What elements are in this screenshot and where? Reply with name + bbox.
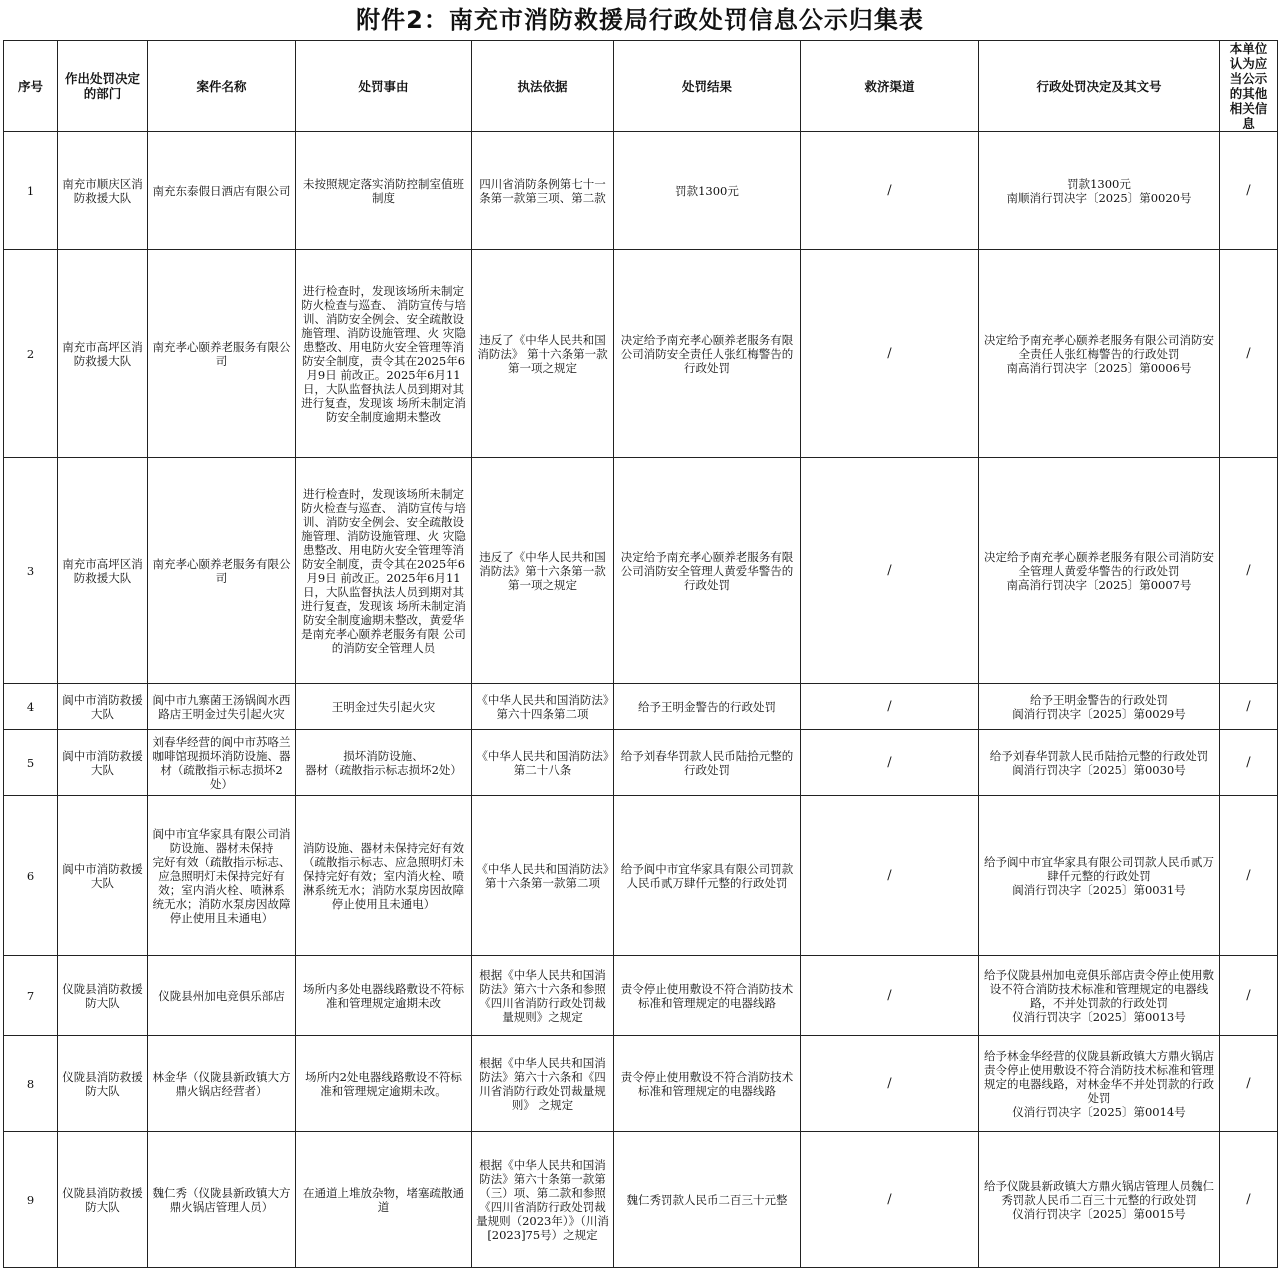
cell-reason: 场所内多处电器线路敷设不符标准和管理规定逾期未改	[296, 956, 472, 1036]
cell-other: /	[1220, 1132, 1278, 1268]
cell-basis: 根据《中华人民共和国消防法》第六十六条和《四川省消防行政处罚裁量规则》 之规定	[472, 1036, 614, 1132]
cell-reason: 在通道上堆放杂物，堵塞疏散通道	[296, 1132, 472, 1268]
cell-dept: 仪陇县消防救援防大队	[58, 956, 148, 1036]
header-decision: 行政处罚决定及其文号	[979, 41, 1220, 132]
page-title: 附件2：南充市消防救援局行政处罚信息公示归集表	[356, 6, 924, 34]
cell-relief: /	[801, 1036, 979, 1132]
cell-case: 魏仁秀（仪陇县新政镇大方鼎火锅店管理人员）	[148, 1132, 296, 1268]
cell-decision: 给予王明金警告的行政处罚 阆消行罚决字〔2025〕第0029号	[979, 684, 1220, 730]
cell-no: 2	[4, 250, 58, 458]
header-result: 处罚结果	[614, 41, 801, 132]
cell-no: 3	[4, 458, 58, 684]
cell-no: 5	[4, 730, 58, 796]
cell-relief: /	[801, 956, 979, 1036]
table-row	[4, 730, 1278, 796]
header-no: 序号	[4, 41, 58, 132]
cell-reason: 损坏消防设施、 器材（疏散指示标志损坏2处）	[296, 730, 472, 796]
cell-relief: /	[801, 684, 979, 730]
cell-dept: 南充市顺庆区消防救援大队	[58, 132, 148, 250]
cell-other: /	[1220, 730, 1278, 796]
table-row	[4, 684, 1278, 730]
cell-result: 给予阆中市宜华家具有限公司罚款人民币贰万肆仟元整的行政处罚	[614, 796, 801, 956]
cell-dept: 仪陇县消防救援防大队	[58, 1132, 148, 1268]
cell-reason: 进行检查时，发现该场所未制定防火检查与巡查、 消防宣传与培训、消防安全例会、安全疏散设施管理、消防设施管理、火 灾隐患整改、用电防火安全管理等消防安全制度，责令其在2025年6月9日 前改正。2025年6月11日，大队监督执法人员到期对其进行复查，发现该 场所未制定消防安全制度逾期未整改，黄爱华是南充孝心颐养老服务有限 公司的消防安全管理人员	[296, 458, 472, 684]
cell-decision: 给予仪陇县新政镇大方鼎火锅店管理人员魏仁秀罚款人民币二百三十元整的行政处罚 仪消行罚决字〔2025〕第0015号	[979, 1132, 1220, 1268]
header-basis: 执法依据	[472, 41, 614, 132]
table-row	[4, 458, 1278, 684]
cell-decision: 给予刘春华罚款人民币陆拾元整的行政处罚 阆消行罚决字〔2025〕第0030号	[979, 730, 1220, 796]
cell-no: 7	[4, 956, 58, 1036]
cell-relief: /	[801, 796, 979, 956]
header-case: 案件名称	[148, 41, 296, 132]
cell-case: 南充东泰假日酒店有限公司	[148, 132, 296, 250]
header-relief: 救济渠道	[801, 41, 979, 132]
cell-dept: 南充市高坪区消防救援大队	[58, 458, 148, 684]
header-dept: 作出处罚决定的部门	[58, 41, 148, 132]
cell-decision: 给予仪陇县州加电竞俱乐部店责令停止使用敷设不符合消防技术标准和管理规定的电器线路，不并处罚款的行政处罚 仪消行罚决字〔2025〕第0013号	[979, 956, 1220, 1036]
cell-dept: 阆中市消防救援大队	[58, 730, 148, 796]
cell-basis: 根据《中华人民共和国消防法》第六十条第一款第（三）项、第二款和参照《四川省消防行政处罚裁量规则（2023年）》（川消[2023]75号）之规定	[472, 1132, 614, 1268]
cell-dept: 阆中市消防救援大队	[58, 796, 148, 956]
cell-case: 南充孝心颐养老服务有限公司	[148, 250, 296, 458]
cell-other: /	[1220, 684, 1278, 730]
cell-decision: 给予林金华经营的仪陇县新政镇大方鼎火锅店责令停止使用敷设不符合消防技术标准和管理规定的电器线路，对林金华不并处罚款的行政处罚 仪消行罚决字〔2025〕第0014号	[979, 1036, 1220, 1132]
cell-basis: 违反了《中华人民共和国消防法》 第十六条第一款第一项之规定	[472, 250, 614, 458]
cell-result: 魏仁秀罚款人民币二百三十元整	[614, 1132, 801, 1268]
cell-result: 责令停止使用敷设不符合消防技术标准和管理规定的电器线路	[614, 1036, 801, 1132]
table-row	[4, 1132, 1278, 1268]
cell-basis: 四川省消防条例第七十一条第一款第三项、第二款	[472, 132, 614, 250]
cell-reason: 进行检查时，发现该场所未制定防火检查与巡查、 消防宣传与培训、消防安全例会、安全疏散设施管理、消防设施管理、火 灾隐患整改、用电防火安全管理等消防安全制度，责令其在2025年6月9日 前改正。2025年6月11日，大队监督执法人员到期对其进行复查，发现该 场所未制定消防安全制度逾期未整改	[296, 250, 472, 458]
cell-case: 南充孝心颐养老服务有限公司	[148, 458, 296, 684]
cell-other: /	[1220, 132, 1278, 250]
cell-no: 9	[4, 1132, 58, 1268]
cell-basis: 《中华人民共和国消防法》第二十八条	[472, 730, 614, 796]
cell-no: 8	[4, 1036, 58, 1132]
cell-reason: 场所内2处电器线路敷设不符标准和管理规定逾期未改。	[296, 1036, 472, 1132]
cell-result: 给予王明金警告的行政处罚	[614, 684, 801, 730]
cell-no: 6	[4, 796, 58, 956]
cell-decision: 罚款1300元 南顺消行罚决字〔2025〕第0020号	[979, 132, 1220, 250]
header-other: 本单位认为应当公示的其他相关信息	[1220, 41, 1278, 132]
header-reason: 处罚事由	[296, 41, 472, 132]
table-row	[4, 1036, 1278, 1132]
cell-case: 阆中市宜华家具有限公司消防设施、器材未保持 完好有效（疏散指示标志、应急照明灯未保持完好有效；室内消火栓、喷淋系 统无水；消防水泵房因故障停止使用且未通电）	[148, 796, 296, 956]
cell-reason: 王明金过失引起火灾	[296, 684, 472, 730]
cell-case: 仪陇县州加电竞俱乐部店	[148, 956, 296, 1036]
cell-other: /	[1220, 796, 1278, 956]
cell-basis: 《中华人民共和国消防法》第十六条第一款第二项	[472, 796, 614, 956]
cell-other: /	[1220, 1036, 1278, 1132]
cell-case: 林金华（仪陇县新政镇大方鼎火锅店经营者）	[148, 1036, 296, 1132]
cell-case: 刘春华经营的阆中市苏咯兰咖啡馆现损坏消防设施、器材（疏散指示标志损坏2处）	[148, 730, 296, 796]
cell-decision: 决定给予南充孝心颐养老服务有限公司消防安全责任人张红梅警告的行政处罚 南高消行罚决字〔2025〕第0006号	[979, 250, 1220, 458]
cell-relief: /	[801, 730, 979, 796]
table-row	[4, 796, 1278, 956]
table-row	[4, 132, 1278, 250]
cell-decision: 决定给予南充孝心颐养老服务有限公司消防安全管理人黄爱华警告的行政处罚 南高消行罚决字〔2025〕第0007号	[979, 458, 1220, 684]
cell-relief: /	[801, 132, 979, 250]
cell-relief: /	[801, 1132, 979, 1268]
cell-no: 4	[4, 684, 58, 730]
penalty-table	[3, 40, 1278, 1268]
table-row	[4, 956, 1278, 1036]
cell-result: 罚款1300元	[614, 132, 801, 250]
table-row	[4, 250, 1278, 458]
cell-other: /	[1220, 956, 1278, 1036]
cell-reason: 消防设施、器材未保持完好有效（疏散指示标志、应急照明灯未保持完好有效；室内消火栓、喷淋系统无水；消防水泵房因故障停止使用且未通电）	[296, 796, 472, 956]
cell-relief: /	[801, 250, 979, 458]
cell-result: 决定给予南充孝心颐养老服务有限公司消防安全责任人张红梅警告的行政处罚	[614, 250, 801, 458]
cell-reason: 未按照规定落实消防控制室值班制度	[296, 132, 472, 250]
header-row	[4, 41, 1278, 132]
cell-dept: 阆中市消防救援大队	[58, 684, 148, 730]
cell-relief: /	[801, 458, 979, 684]
cell-other: /	[1220, 250, 1278, 458]
cell-result: 给予刘春华罚款人民币陆拾元整的行政处罚	[614, 730, 801, 796]
cell-result: 责令停止使用敷设不符合消防技术标准和管理规定的电器线路	[614, 956, 801, 1036]
cell-basis: 违反了《中华人民共和国消防法》第十六条第一款第一项之规定	[472, 458, 614, 684]
cell-other: /	[1220, 458, 1278, 684]
cell-dept: 仪陇县消防救援防大队	[58, 1036, 148, 1132]
cell-result: 决定给予南充孝心颐养老服务有限公司消防安全管理人黄爱华警告的行政处罚	[614, 458, 801, 684]
cell-dept: 南充市高坪区消防救援大队	[58, 250, 148, 458]
cell-no: 1	[4, 132, 58, 250]
cell-case: 阆中市九寨菌王汤锅阆水西路店王明金过失引起火灾	[148, 684, 296, 730]
cell-basis: 根据《中华人民共和国消防法》第六十六条和参照《四川省消防行政处罚裁量规则》之规定	[472, 956, 614, 1036]
cell-basis: 《中华人民共和国消防法》第六十四条第二项	[472, 684, 614, 730]
cell-decision: 给予阆中市宜华家具有限公司罚款人民币贰万肆仟元整的行政处罚 阆消行罚决字〔2025〕第0031号	[979, 796, 1220, 956]
